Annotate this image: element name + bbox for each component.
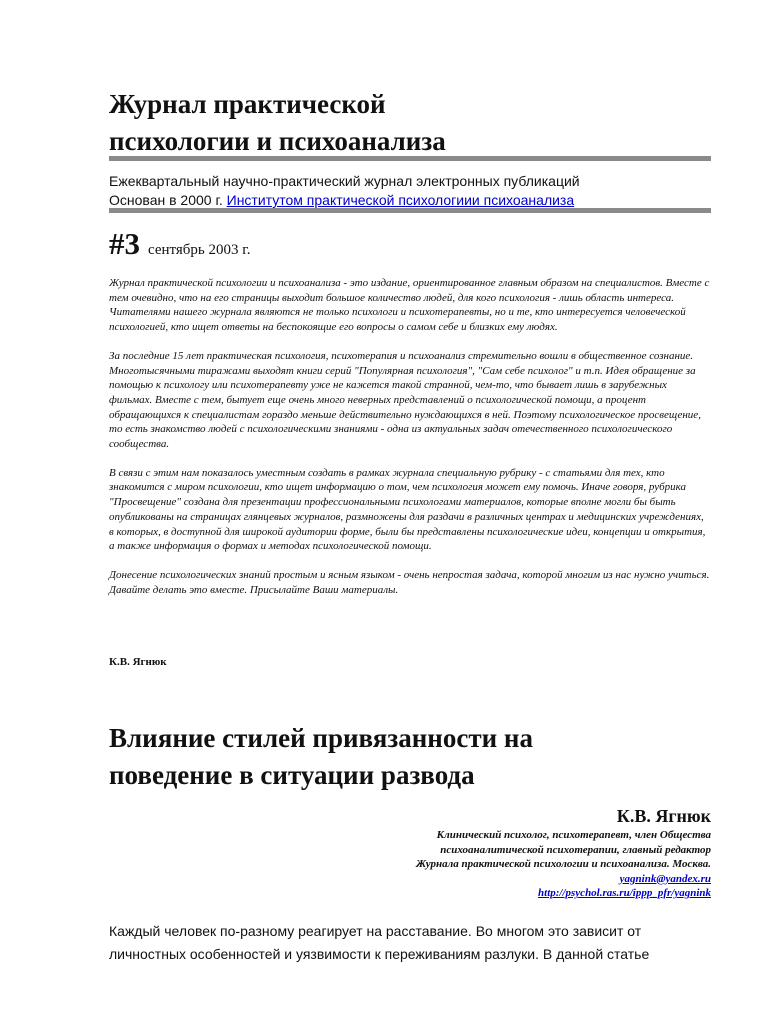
journal-title-line1: Журнал практической xyxy=(109,89,386,119)
affiliation-line-2: психоаналитической психотерапии, главный редактор xyxy=(440,843,711,856)
article-body xyxy=(109,920,711,966)
author-name: К.В. Ягнюк xyxy=(616,806,711,826)
issue-heading xyxy=(109,226,250,262)
editorial-paragraph-2: За последние 15 лет практическая психология, психотерапия и психоанализ стремительно вошли в общественное сознание. Многотысячными тиражами выходят книги серий "Популярная психология", "Сам себе психолог" и т.п. Идея обращение за помощью к психологу или психотерапевту уже не кажется такой странной, чем-то, что бывает лишь в зарубежных фильмах. Вместе с тем, бытует еще очень много неверных представлений о психологической помощи, а процент обращающихся к специалистам гораздо меньше действительно нуждающихся в ней. Поэтому психологическое просвещение, то есть знакомство людей с психологическими знаниями - одна из актуальных задач отечественного психологического сообщества. xyxy=(109,349,701,451)
issue-date: сентябрь 2003 г. xyxy=(148,242,251,258)
founded-prefix: Основан в 2000 г. xyxy=(109,192,227,208)
journal-subtitle xyxy=(109,172,580,210)
article-title-line2: поведение в ситуации развода xyxy=(109,760,475,790)
author-affiliation xyxy=(416,828,711,901)
journal-title-line2: психологии и психоанализа xyxy=(109,126,446,156)
institute-link[interactable]: Институтом практической психологиии психоанализа xyxy=(226,192,575,208)
issue-number: #3 xyxy=(109,226,140,261)
author-url-link[interactable]: http://psychol.ras.ru/ippp_pfr/yagnink xyxy=(538,887,711,899)
article-body-line-1: Каждый человек по-разному реагирует на расставание. Во многом это зависит от xyxy=(109,923,642,939)
editorial-paragraph-4: Донесение психологических знаний простым и ясным языком - очень непростая задача, которой многим из нас нужно учиться. Давайте делать это вместе. Присылайте Ваши материалы. xyxy=(109,568,710,596)
editorial-text xyxy=(109,276,711,611)
header-rule-bottom xyxy=(109,208,711,213)
editorial-paragraph-3: В связи с этим нам показалось уместным создать в рамках журнала специальную рубрику - с статьями для тех, кто знакомится с миром психологии, кто ищет информацию о том, чем психология может ему помочь. Иначе говоря, рубрика "Просвещение" создана для презентации профессиональными психологами материалов, которые вполне могли бы быть опубликованы на страницах глянцевых журналов, размножены для раздачи в различных центрах и медицинских учреждениях, в которых, в доступной для широкой аудитории форме, были бы представлены психологические идеи, концепции и открытия, а также информация о формах и методах психологической помощи. xyxy=(109,466,706,553)
article-title-line1: Влияние стилей привязанности на xyxy=(109,723,533,753)
affiliation-line-3: Журнала практической психологии и психоанализа. Москва. xyxy=(416,858,711,870)
article-body-line-2: личностных особенностей и уязвимости к переживаниям разлуки. В данной статье xyxy=(109,946,650,962)
subtitle-description: Ежеквартальный научно-практический журнал электронных публикаций xyxy=(109,173,580,189)
editorial-signature: К.В. Ягнюк xyxy=(109,656,167,668)
article-title xyxy=(109,720,533,794)
journal-title xyxy=(109,86,446,160)
header-rule-top xyxy=(109,156,711,161)
author-email-link[interactable]: yagnink@yandex.ru xyxy=(619,872,711,885)
editorial-paragraph-1: Журнал практической психологии и психоанализа - это издание, ориентированное главным образом на специалистов. Вместе с тем очевидно, что на его страницы выходит большое количество людей, для кого психология - лишь область интереса. Читателями нашего журнала являются не только психологи и психотерапевты, но и те, кто интересуется человеческой психологией, кто ищет ответы на беспокоящие его вопросы о самом себе и близких ему людях. xyxy=(109,277,710,334)
affiliation-line-1: Клинический психолог, психотерапевт, член Общества xyxy=(436,829,711,841)
